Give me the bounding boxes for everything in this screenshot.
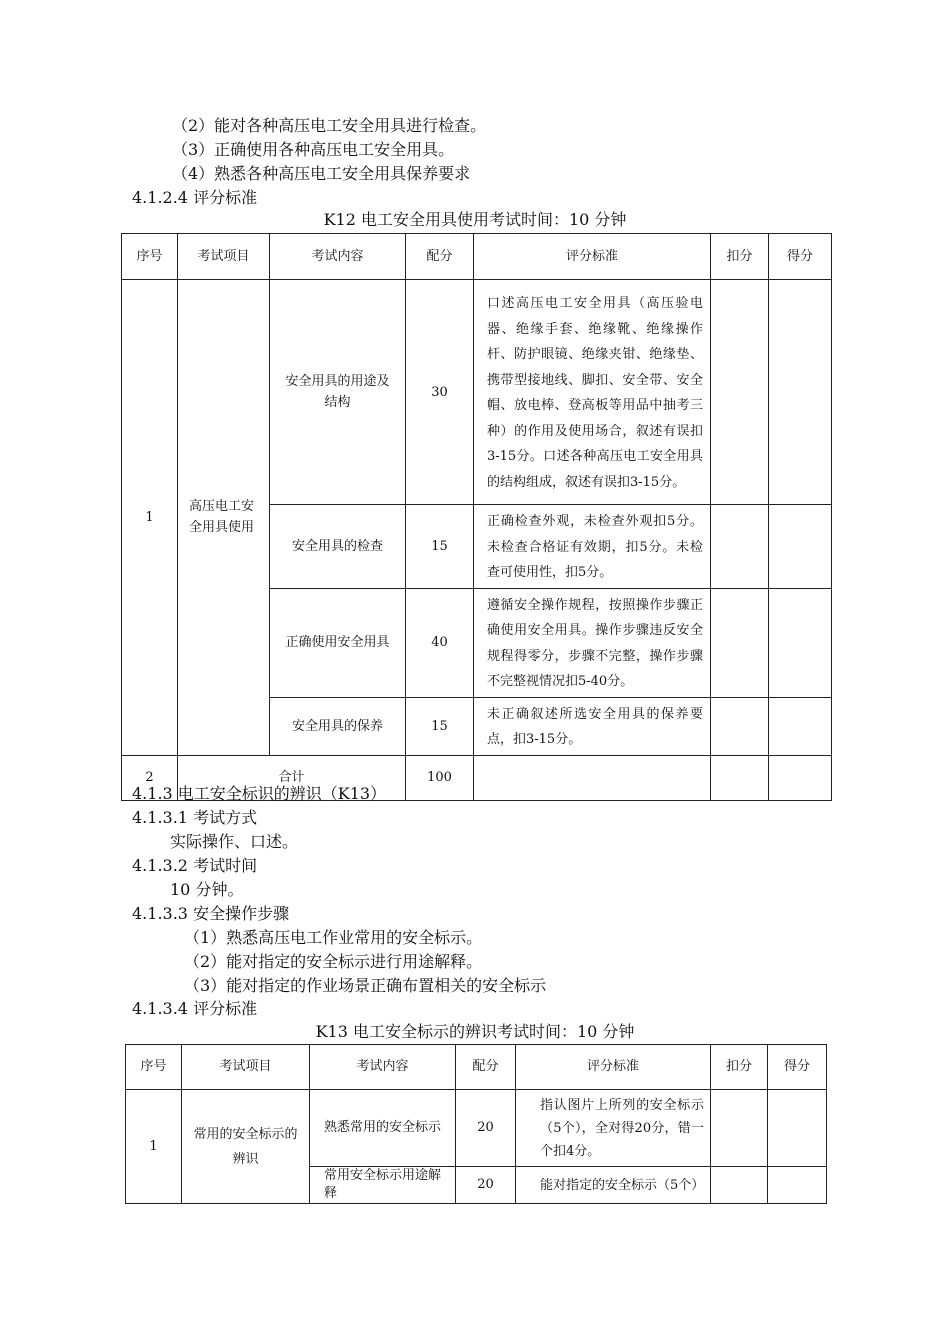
row-criteria: 能对指定的安全标示（5个） — [516, 1167, 711, 1204]
row-no: 1 — [122, 280, 178, 756]
row-item: 常用的安全标示的辨识 — [182, 1090, 310, 1204]
header-criteria: 评分标准 — [516, 1045, 711, 1090]
row-content: 安全用具的用途及结构 — [270, 280, 406, 505]
total-criteria-cell — [474, 755, 711, 800]
row-score: 20 — [456, 1090, 516, 1167]
scoring-table-k13 — [125, 1044, 827, 1204]
row-content: 安全用具的保养 — [270, 697, 406, 755]
row-deduct-cell — [711, 505, 769, 589]
total-deduct-cell — [711, 755, 769, 800]
scoring-table-k12 — [121, 233, 832, 801]
section-4124-heading: 4.1.2.4 评分标准 — [132, 188, 258, 207]
exam-time-text: 10 分钟。 — [170, 880, 244, 899]
total-no: 2 — [122, 755, 178, 800]
step-item-2: （2）能对指定的安全标示进行用途解释。 — [184, 952, 483, 971]
header-content: 考试内容 — [310, 1045, 456, 1090]
header-criteria: 评分标准 — [474, 234, 711, 280]
step-item-1: （1）熟悉高压电工作业常用的安全标示。 — [184, 928, 483, 947]
row-score: 30 — [406, 280, 474, 505]
row-score: 15 — [406, 697, 474, 755]
header-item: 考试项目 — [182, 1045, 310, 1090]
exam-method-text: 实际操作、口述。 — [170, 832, 299, 851]
section-4132-heading: 4.1.3.2 考试时间 — [132, 856, 258, 875]
table1-caption: K12 电工安全用具使用考试时间：10 分钟 — [323, 210, 627, 229]
row-deduct-cell — [711, 697, 769, 755]
row-content: 常用安全标示用途解释 — [310, 1167, 456, 1204]
header-score: 配分 — [406, 234, 474, 280]
row-deduct-cell — [711, 1090, 768, 1167]
table2-caption: K13 电工安全标示的辨识考试时间：10 分钟 — [315, 1022, 635, 1041]
requirement-item-2: （2）能对各种高压电工安全用具进行检查。 — [172, 116, 487, 135]
row-content: 正确使用安全用具 — [270, 588, 406, 697]
row-score: 15 — [406, 505, 474, 589]
total-label: 合计 — [178, 755, 406, 800]
row-earned-cell — [768, 1167, 827, 1204]
row-content: 安全用具的检查 — [270, 505, 406, 589]
requirement-item-4: （4）熟悉各种高压电工安全用具保养要求 — [172, 164, 471, 183]
requirement-item-3: （3）正确使用各种高压电工安全用具。 — [172, 140, 455, 159]
step-item-3: （3）能对指定的作业场景正确布置相关的安全标示 — [184, 976, 547, 995]
table-row — [126, 1090, 827, 1167]
header-earned: 得分 — [768, 1045, 827, 1090]
row-criteria: 口述高压电工安全用具（高压验电器、绝缘手套、绝缘靴、绝缘操作杆、防护眼镜、绝缘夹钳、绝缘垫、携带型接地线、脚扣、安全带、安全帽、放电棒、登高板等用品中抽考三种）的作用及使用场合，叙述有误扣3-15分。口述各种高压电工安全用具的结构组成，叙述有误扣3-15分。 — [474, 280, 711, 505]
row-deduct-cell — [711, 280, 769, 505]
row-earned-cell — [769, 505, 832, 589]
row-criteria: 正确检查外观，未检查外观扣5分。未检查合格证有效期，扣5分。未检查可使用性，扣5分。 — [474, 505, 711, 589]
row-earned-cell — [769, 588, 832, 697]
row-no: 1 — [126, 1090, 182, 1204]
section-4133-heading: 4.1.3.3 安全操作步骤 — [132, 904, 290, 923]
table-header-row — [126, 1045, 827, 1090]
row-item: 高压电工安全用具使用 — [178, 280, 270, 756]
section-413-heading: 4.1.3 电工安全标识的辨识（K13） — [132, 784, 387, 803]
row-deduct-cell — [711, 1167, 768, 1204]
row-criteria: 指认图片上所列的安全标示（5个），全对得20分，错一个扣4分。 — [516, 1090, 711, 1167]
row-score: 20 — [456, 1167, 516, 1204]
header-no: 序号 — [126, 1045, 182, 1090]
header-no: 序号 — [122, 234, 178, 280]
total-score: 100 — [406, 755, 474, 800]
table-row — [122, 280, 832, 505]
row-deduct-cell — [711, 588, 769, 697]
section-4131-heading: 4.1.3.1 考试方式 — [132, 808, 258, 827]
row-earned-cell — [769, 697, 832, 755]
section-4134-heading: 4.1.3.4 评分标准 — [132, 999, 258, 1018]
row-criteria: 未正确叙述所选安全用具的保养要点，扣3-15分。 — [474, 697, 711, 755]
header-deduct: 扣分 — [711, 1045, 768, 1090]
table-header-row — [122, 234, 832, 280]
row-criteria: 遵循安全操作规程，按照操作步骤正确使用安全用具。操作步骤违反安全规程得零分，步骤不完整，操作步骤不完整视情况扣5-40分。 — [474, 588, 711, 697]
header-item: 考试项目 — [178, 234, 270, 280]
row-earned-cell — [769, 280, 832, 505]
row-content: 熟悉常用的安全标示 — [310, 1090, 456, 1167]
header-earned: 得分 — [769, 234, 832, 280]
header-score: 配分 — [456, 1045, 516, 1090]
row-score: 40 — [406, 588, 474, 697]
header-content: 考试内容 — [270, 234, 406, 280]
row-earned-cell — [768, 1090, 827, 1167]
total-earned-cell — [769, 755, 832, 800]
header-deduct: 扣分 — [711, 234, 769, 280]
